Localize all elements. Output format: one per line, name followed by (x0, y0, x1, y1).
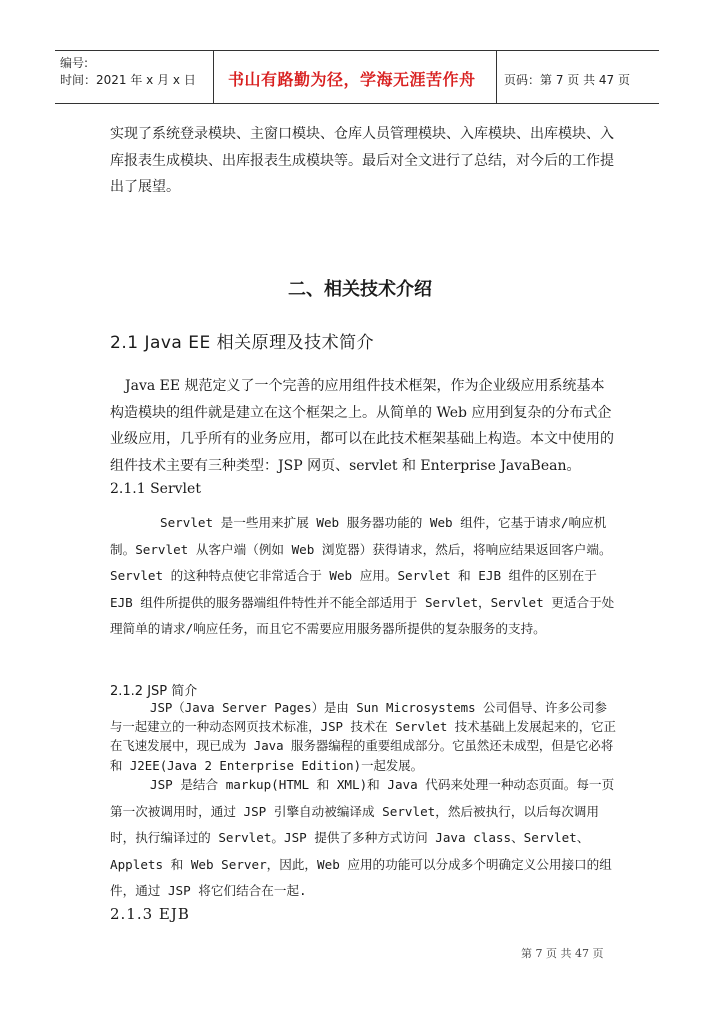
header-time-label: 时间：2021 年 x 月 x 日 (60, 73, 196, 87)
header-divider-left (213, 50, 214, 104)
section-2-1-paragraph: Java EE 规范定义了一个完善的应用组件技术框架，作为企业级应用系统基本构造模块的组件就是建立在这个框架之上。从简单的 Web 应用到复杂的分布式企业级应用，几乎所有的业务应用，都可以在此技术框架基础上构造。本文中使用的组件技术主要有三种类型：JSP 网页、servlet 和 Enterprise JavaBean。 (110, 378, 614, 474)
section-2-1-2-paragraph-1: JSP（Java Server Pages）是由 Sun Microsystems 公司倡导、许多公司参与一起建立的一种动态网页技术标准，JSP 技术在 Servlet 技术基础上发展起来的，它正在飞速发展中，现已成为 Java 服务器编程的重要组成部分。它虽然还未成型，但是它必将和 J2EE(Java 2 Enterprise Edition)一起发展。 (110, 700, 616, 773)
header-motto: 书山有路勤为径，学海无涯苦作舟 (228, 70, 476, 89)
section-2-1-2-paragraph-2: JSP 是结合 markup(HTML 和 XML)和 Java 代码来处理一种动态页面。每一页第一次被调用时，通过 JSP 引擎自动被编译成 Servlet，然后被执行，以后每次调用时，执行编译过的 Servlet。JSP 提供了多种方式访问 Java class、Servlet、Applets 和 Web Server，因此，Web 应用的功能可以分成多个明确定义公用接口的组件，通过 JSP 将它们结合在一起. (110, 777, 615, 898)
page-footer: 第 7 页 共 47 页 (521, 947, 604, 960)
section-2-1-heading: 2.1 Java EE 相关原理及技术简介 (110, 333, 375, 353)
header-page-label: 页码：第 7 页 共 47 页 (504, 73, 630, 87)
header-rule-top (55, 50, 659, 51)
section-2-1-3-heading: 2.1.3 EJB (110, 905, 190, 923)
section-2-1-1-paragraph: Servlet 是一些用来扩展 Web 服务器功能的 Web 组件，它基于请求/响应机制。Servlet 从客户端（例如 Web 浏览器）获得请求，然后，将响应结果返回客户端。Servlet 的这种特点使它非常适合于 Web 应用。Servlet 和 EJB 组件的区别在于 EJB 组件所提供的服务器端组件特性并不能全部适用于 Servlet，Servlet 更适合于处理简单的请求/响应任务，而且它不需要应用服务器所提供的复杂服务的支持。 (110, 515, 615, 636)
intro-paragraph: 实现了系统登录模块、主窗口模块、仓库人员管理模块、入库模块、出库模块、入库报表生成模块、出库报表生成模块等。最后对全文进行了总结，对今后的工作提出了展望。 (110, 126, 614, 195)
header-number-label: 编号: (60, 56, 89, 70)
header-rule-bottom (55, 103, 659, 104)
chapter-title: 二、相关技术介绍 (288, 279, 432, 300)
header-divider-right (496, 50, 497, 104)
section-2-1-2-heading: 2.1.2 JSP 简介 (110, 684, 198, 699)
section-2-1-1-heading: 2.1.1 Servlet (110, 481, 201, 497)
